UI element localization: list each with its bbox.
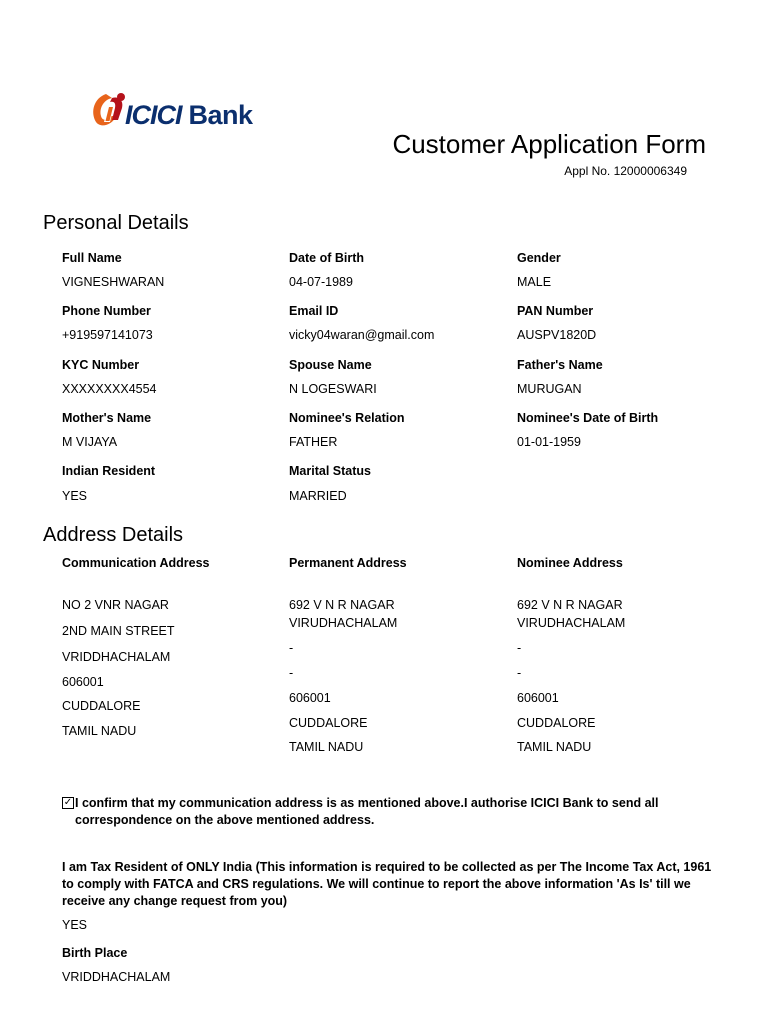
- communication-address-line: 606001: [62, 675, 104, 689]
- field-value-nominee-relation: FATHER: [289, 435, 338, 449]
- communication-address-line: VRIDDHACHALAM: [62, 650, 171, 664]
- nominee-address-line: CUDDALORE: [517, 716, 596, 730]
- field-value-indian-resident: YES: [62, 489, 88, 503]
- nominee-address-line: VIRUDHACHALAM: [517, 616, 626, 630]
- permanent-address-line: 692 V N R NAGAR: [289, 598, 395, 612]
- permanent-address-line: -: [289, 641, 294, 655]
- permanent-address-line: VIRUDHACHALAM: [289, 616, 398, 630]
- field-label-marital-status: Marital Status: [289, 464, 371, 478]
- field-value-full-name: VIGNESHWARAN: [62, 275, 165, 289]
- personal-details-heading: Personal Details: [43, 212, 189, 234]
- field-label-phone-number: Phone Number: [62, 304, 151, 318]
- field-value-mothers-name: M VIJAYA: [62, 435, 118, 449]
- tax-resident-statement: I am Tax Resident of ONLY India (This information is required to be collected as per The Income Tax Act, 1961 to comply with FATCA and CRS regulations. We will continue to report the above information 'As Is' till we receive any change request from you): [62, 860, 712, 908]
- bank-name-bank: Bank: [188, 100, 253, 130]
- field-label-nominee-relation: Nominee's Relation: [289, 411, 405, 425]
- birth-place-value: VRIDDHACHALAM: [62, 970, 171, 984]
- permanent-address-line: 606001: [289, 691, 331, 705]
- field-label-nominee-dob: Nominee's Date of Birth: [517, 411, 659, 425]
- communication-address-line: 2ND MAIN STREET: [62, 624, 175, 638]
- field-value-kyc-number: XXXXXXXX4554: [62, 382, 157, 396]
- birth-place-label: Birth Place: [62, 946, 128, 960]
- field-label-gender: Gender: [517, 251, 561, 265]
- field-value-phone-number: +919597141073: [62, 328, 153, 342]
- tax-resident-answer: YES: [62, 918, 88, 932]
- nominee-address-line: 606001: [517, 691, 559, 705]
- permanent-address-label: Permanent Address: [289, 556, 407, 570]
- address-consent-text: I confirm that my communication address is as mentioned above.I authorise ICICI Bank to send all correspondence on the above mentioned address.: [75, 796, 659, 827]
- checkmark-icon: ✓: [63, 797, 73, 808]
- field-label-fathers-name: Father's Name: [517, 358, 603, 372]
- field-label-kyc-number: KYC Number: [62, 358, 140, 372]
- address-consent-checkbox[interactable]: [62, 797, 74, 809]
- form-title: Customer Application Form: [392, 129, 706, 159]
- address-details-heading: Address Details: [43, 524, 184, 546]
- field-label-pan-number: PAN Number: [517, 304, 594, 318]
- communication-address-line: NO 2 VNR NAGAR: [62, 598, 169, 612]
- field-value-nominee-dob: 01-01-1959: [517, 435, 581, 449]
- communication-address-line: TAMIL NADU: [62, 724, 137, 738]
- field-value-marital-status: MARRIED: [289, 489, 347, 503]
- field-label-spouse-name: Spouse Name: [289, 358, 372, 372]
- field-value-gender: MALE: [517, 275, 552, 289]
- bank-name-icici: ICICI: [125, 100, 182, 130]
- application-number: Appl No. 12000006349: [564, 164, 687, 178]
- permanent-address-line: TAMIL NADU: [289, 740, 364, 754]
- communication-address-line: CUDDALORE: [62, 699, 141, 713]
- nominee-address-label: Nominee Address: [517, 556, 623, 570]
- nominee-address-line: -: [517, 641, 522, 655]
- permanent-address-line: CUDDALORE: [289, 716, 368, 730]
- nominee-address-line: 692 V N R NAGAR: [517, 598, 623, 612]
- field-label-mothers-name: Mother's Name: [62, 411, 152, 425]
- field-label-date-of-birth: Date of Birth: [289, 251, 364, 265]
- bank-name: [125, 100, 253, 131]
- field-label-full-name: Full Name: [62, 251, 122, 265]
- permanent-address-line: -: [289, 666, 294, 680]
- field-value-spouse-name: N LOGESWARI: [289, 382, 377, 396]
- field-label-indian-resident: Indian Resident: [62, 464, 156, 478]
- field-value-fathers-name: MURUGAN: [517, 382, 582, 396]
- field-value-pan-number: AUSPV1820D: [517, 328, 597, 342]
- nominee-address-line: -: [517, 666, 522, 680]
- field-label-email-id: Email ID: [289, 304, 339, 318]
- field-value-email-id: vicky04waran@gmail.com: [289, 328, 435, 342]
- nominee-address-line: TAMIL NADU: [517, 740, 592, 754]
- field-value-date-of-birth: 04-07-1989: [289, 275, 353, 289]
- communication-address-label: Communication Address: [62, 556, 210, 570]
